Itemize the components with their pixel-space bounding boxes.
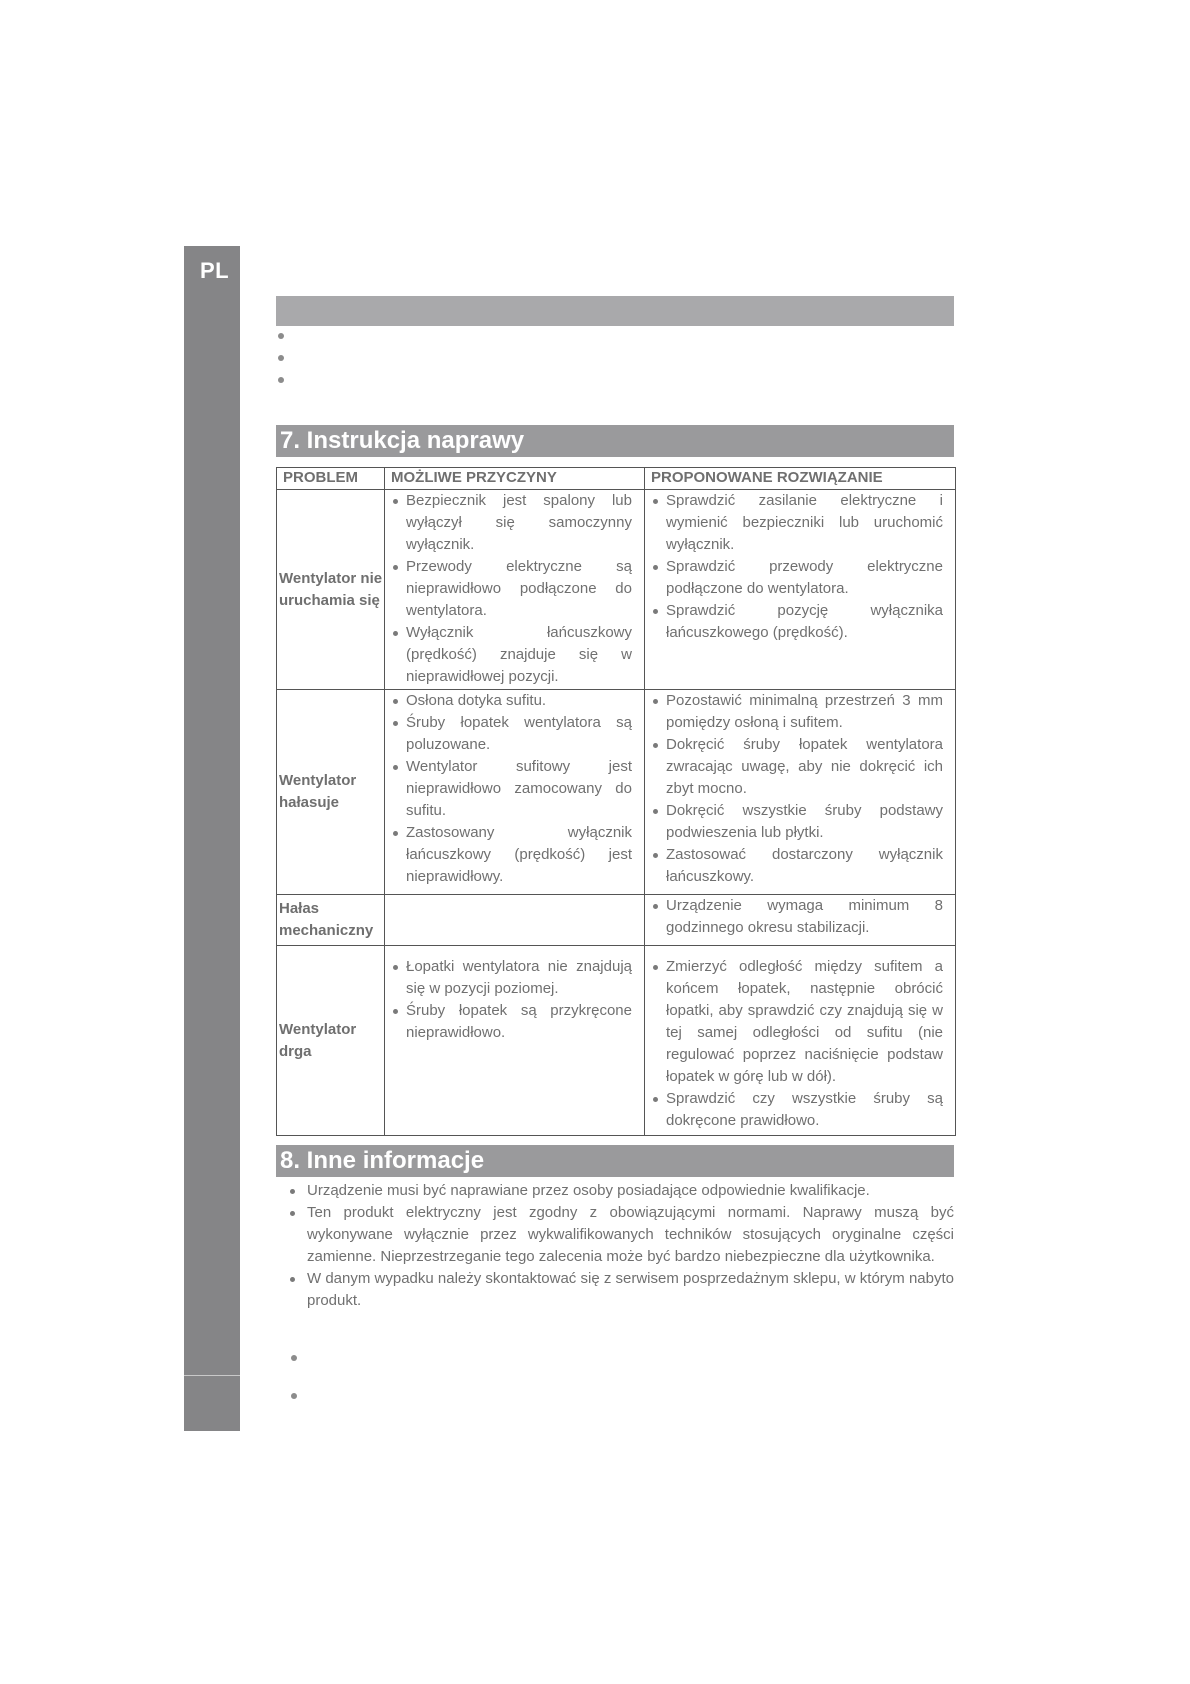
- solution-item: Dokręcić śruby łopatek wentylatora zwracając uwagę, aby nie dokręcić ich zbyt mocno.: [653, 734, 943, 800]
- info-list: [288, 1180, 954, 1312]
- solution-item: Sprawdzić czy wszystkie śruby są dokręcone prawidłowo.: [653, 1088, 943, 1132]
- empty-bullet: [278, 377, 284, 383]
- cause-item: Zastosowany wyłącznik łańcuszkowy (prędkość) jest nieprawidłowy.: [393, 822, 632, 888]
- solutions-cell: [645, 490, 956, 690]
- list-item: Ten produkt elektryczny jest zgodny z obowiązującymi normami. Naprawy muszą być wykonywane wyłącznie przez wykwalifikowanych techników stosujących oryginalne części zamienne. Nieprzestrzeganie tego zalecenia może być bardzo niebezpieczne dla użytkownika.: [288, 1202, 954, 1268]
- cause-item: Osłona dotyka sufitu.: [393, 690, 632, 712]
- header-causes: MOŻLIWE PRZYCZYNY: [385, 468, 645, 490]
- solution-item: Sprawdzić pozycję wyłącznika łańcuszkowego (prędkość).: [653, 600, 943, 644]
- empty-bullet: [278, 355, 284, 361]
- list-item: Urządzenie musi być naprawiane przez osoby posiadające odpowiednie kwalifikacje.: [288, 1180, 954, 1202]
- side-bar-divider: [184, 1375, 240, 1376]
- table-row: [277, 946, 956, 1136]
- table-row: [277, 490, 956, 690]
- cause-item: Łopatki wentylatora nie znajdują się w pozycji poziomej.: [393, 956, 632, 1000]
- cause-item: Wyłącznik łańcuszkowy (prędkość) znajduje się w nieprawidłowej pozycji.: [393, 622, 632, 688]
- table-row: [277, 690, 956, 895]
- causes-cell: [385, 690, 645, 895]
- problem-cell: Hałas mechaniczny: [277, 895, 385, 946]
- empty-bullet: [291, 1393, 297, 1399]
- solutions-cell: [645, 895, 956, 946]
- header-band: [276, 296, 954, 326]
- empty-bullet: [278, 333, 284, 339]
- section-7-title: 7. Instrukcja naprawy: [276, 425, 954, 457]
- header-solutions: PROPONOWANE ROZWIĄZANIE: [645, 468, 956, 490]
- cause-item: Śruby łopatek wentylatora są poluzowane.: [393, 712, 632, 756]
- solution-item: Sprawdzić przewody elektryczne podłączone do wentylatora.: [653, 556, 943, 600]
- language-label: PL: [200, 258, 230, 283]
- problem-cell: Wentylator hałasuje: [277, 690, 385, 895]
- side-bar: [184, 246, 240, 1431]
- list-item: W danym wypadku należy skontaktować się z serwisem posprzedażnym sklepu, w którym nabyto produkt.: [288, 1268, 954, 1312]
- repair-table: [276, 467, 956, 1136]
- causes-cell: [385, 895, 645, 946]
- solutions-cell: [645, 946, 956, 1136]
- solution-item: Urządzenie wymaga minimum 8 godzinnego okresu stabilizacji.: [653, 895, 943, 939]
- solution-item: Zastosować dostarczony wyłącznik łańcuszkowy.: [653, 844, 943, 888]
- section-8-title: 8. Inne informacje: [276, 1145, 954, 1177]
- cause-item: Śruby łopatek są przykręcone nieprawidłowo.: [393, 1000, 632, 1044]
- cause-item: Wentylator sufitowy jest nieprawidłowo zamocowany do sufitu.: [393, 756, 632, 822]
- solution-item: Sprawdzić zasilanie elektryczne i wymienić bezpieczniki lub uruchomić wyłącznik.: [653, 490, 943, 556]
- causes-cell: [385, 490, 645, 690]
- solutions-cell: [645, 690, 956, 895]
- empty-bullet: [291, 1355, 297, 1361]
- solution-item: Pozostawić minimalną przestrzeń 3 mm pomiędzy osłoną i sufitem.: [653, 690, 943, 734]
- table-row: [277, 895, 956, 946]
- cause-item: Bezpiecznik jest spalony lub wyłączył się samoczynny wyłącznik.: [393, 490, 632, 556]
- problem-cell: Wentylator drga: [277, 946, 385, 1136]
- causes-cell: [385, 946, 645, 1136]
- solution-item: Zmierzyć odległość między sufitem a końcem łopatek, następnie obrócić łopatki, aby sprawdzić czy znajdują się w tej samej odległości od sufitu (nie regulować poprzez naciśnięcie podstaw łopatek w górę lub w dół).: [653, 956, 943, 1088]
- header-problem: PROBLEM: [277, 468, 385, 490]
- table-header-row: [277, 468, 956, 490]
- cause-item: Przewody elektryczne są nieprawidłowo podłączone do wentylatora.: [393, 556, 632, 622]
- solution-item: Dokręcić wszystkie śruby podstawy podwieszenia lub płytki.: [653, 800, 943, 844]
- problem-cell: Wentylator nie uruchamia się: [277, 490, 385, 690]
